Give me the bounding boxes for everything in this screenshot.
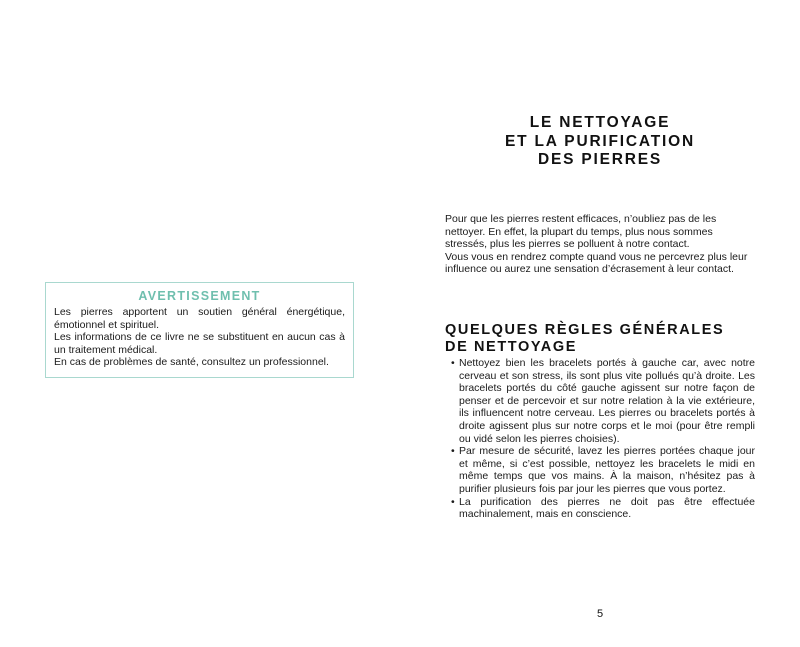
section-title-line: DE NETTOYAGE [445, 338, 578, 355]
page-number: 5 [596, 608, 604, 620]
section-title [445, 322, 765, 355]
warning-paragraph: En cas de problèmes de santé, consultez un professionnel. [54, 356, 329, 368]
list-item-text: La purification des pierres ne doit pas être effectuée machinalement, mais en conscience. [459, 495, 755, 521]
intro-text [445, 213, 757, 276]
list-item [451, 496, 755, 521]
warning-box [45, 282, 354, 378]
list-item [451, 357, 755, 445]
list-item [451, 445, 755, 495]
warning-paragraph: Les pierres apportent un soutien général énergétique, émotionnel et spirituel. [54, 306, 345, 331]
intro-paragraph: Pour que les pierres restent efficaces, n’oubliez pas de les nettoyer. En effet, la plupart du temps, plus nous sommes stressés, plus les pierres se polluent à notre contact. [445, 213, 717, 251]
bullet-icon: • [451, 495, 455, 508]
warning-paragraph: Les informations de ce livre ne se substituent en aucun cas à un traitement médical. [54, 331, 345, 356]
list-item-text: Nettoyez bien les bracelets portés à gauche car, avec notre cerveau et son stress, ils sont plus vite pollués qu’à droite. Les bracelets portés du côté gauche agissent sur notre façon de penser et de percevoir et sur notre relation à la vie extérieure, ils influencent notre cerveau. Les pierres ou bracelets portés à droite agissent plus sur notre corps et le moi (pour être rempli ou vidé selon les pierres choisies). [459, 357, 755, 445]
warning-title: AVERTISSEMENT [138, 289, 261, 303]
chapter-title-line: ET LA PURIFICATION [505, 132, 695, 150]
chapter-title [445, 114, 755, 170]
bullet-icon: • [451, 445, 455, 458]
chapter-title-line: DES PIERRES [537, 151, 663, 168]
rules-list [451, 357, 755, 521]
chapter-title-line: LE NETTOYAGE [529, 114, 671, 131]
intro-paragraph: Vous vous en rendrez compte quand vous ne percevrez plus leur influence ou aurez une sensation d’écrasement à leur contact. [445, 250, 748, 276]
section-title-line: QUELQUES RÈGLES GÉNÉRALES [445, 322, 725, 338]
list-item-text: Par mesure de sécurité, lavez les pierres portées chaque jour et même, si c’est possible, nettoyez les bracelets le midi en même temps que vos mains. À la maison, n’hésitez pas à purifier plusieurs fois par jour les pierres que vous portez. [459, 445, 755, 495]
bullet-icon: • [451, 357, 455, 369]
